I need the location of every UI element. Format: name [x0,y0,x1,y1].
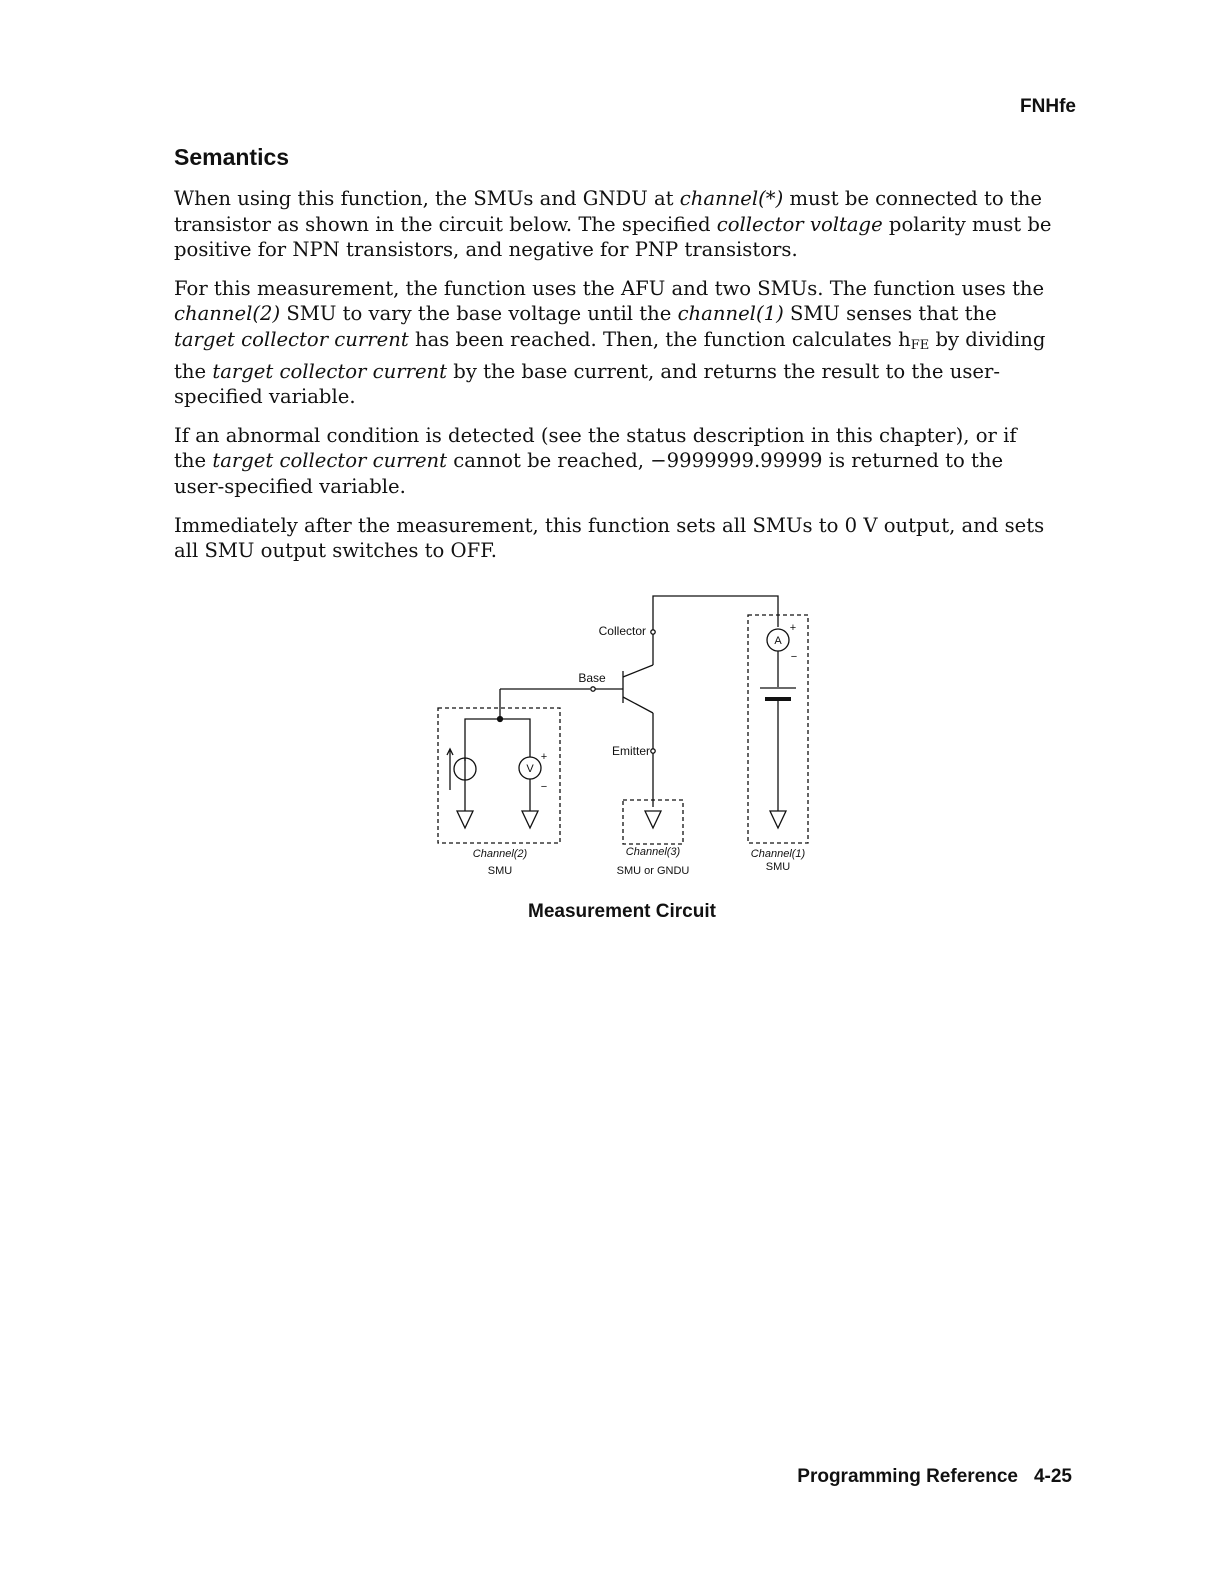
subscript: FE [910,337,930,353]
channel3-type: SMU or GNDU [616,865,690,877]
text-run: has been reached. Then, the function calculates h [408,327,911,351]
channel1-type: SMU [765,861,791,873]
text-run: Immediately after the measurement, this function sets all SMUs to 0 V output, and sets all SMU output switches to OFF. [174,513,1045,563]
paragraph-3 [174,423,1054,500]
ground-icon [522,811,538,828]
collector-terminal [651,630,655,634]
italic-term: channel(*) [679,187,784,210]
ammeter-symbol: A [774,635,782,647]
footer-title: Programming Reference [797,1466,1018,1487]
ground-icon [770,811,786,828]
italic-term: collector voltage [716,212,883,236]
collector-wire [653,596,778,631]
voltmeter-symbol: V [526,763,534,775]
voltmeter-minus: − [540,781,548,793]
text-run: polarity must be positive for NPN transistors, and negative for PNP transistors. [174,212,1052,262]
channel3-label: Channel(3) [625,846,681,858]
figure-caption: Measurement Circuit [528,901,716,922]
measurement-circuit-diagram [430,585,830,885]
italic-term: channel(1) [677,302,784,326]
collector-label: Collector [598,624,646,638]
ground-icon [457,811,473,828]
ammeter-minus: − [790,651,798,663]
text-run: cannot be reached, −9999999.99999 is returned to the user-specified variable. [174,449,1004,498]
ground-icon [645,811,661,828]
emitter-terminal [651,749,655,753]
voltmeter-plus: + [540,751,548,763]
text-run: SMU to vary the base voltage until the [280,302,678,326]
base-terminal [591,687,595,691]
text-run: SMU senses that the [783,302,997,326]
italic-term: channel(2) [174,302,281,326]
channel2-type: SMU [487,865,513,877]
running-head: FNHfe [1020,96,1076,117]
paragraph-4 [174,513,1054,564]
text-run: When using this function, the SMUs and GNDU at [174,187,680,210]
channel1-label: Channel(1) [750,848,806,860]
collector-to-base-diag [623,665,653,677]
ammeter-plus: + [789,622,797,634]
paragraph-1 [174,186,1054,263]
page-footer [797,1466,1072,1488]
text-run: For this measurement, the function uses the AFU and two SMUs. The function uses the [174,276,1045,300]
text-run: must be connected to the transistor as shown in the circuit below. The specified [174,187,1042,236]
italic-term: target collector current [212,449,448,473]
base-label: Base [578,671,606,685]
paragraph-2 [174,276,1054,410]
italic-term: target collector current [212,359,448,383]
section-title: Semantics [174,144,290,170]
italic-term: target collector current [174,327,409,351]
text-run: If an abnormal condition is detected (see the status description in this chapter), or if the [174,423,1017,473]
body-text [174,186,1054,577]
channel2-label: Channel(2) [472,848,528,860]
text-run: by dividing the [174,327,1046,383]
emitter-label: Emitter [611,744,650,758]
junction-dot [498,717,503,722]
page-number: 4-25 [1033,1466,1072,1487]
emitter-diag [623,697,653,713]
channel2-junction-wire [465,719,530,761]
text-run: by the base current, and returns the result to the user-specified variable. [174,359,1000,409]
